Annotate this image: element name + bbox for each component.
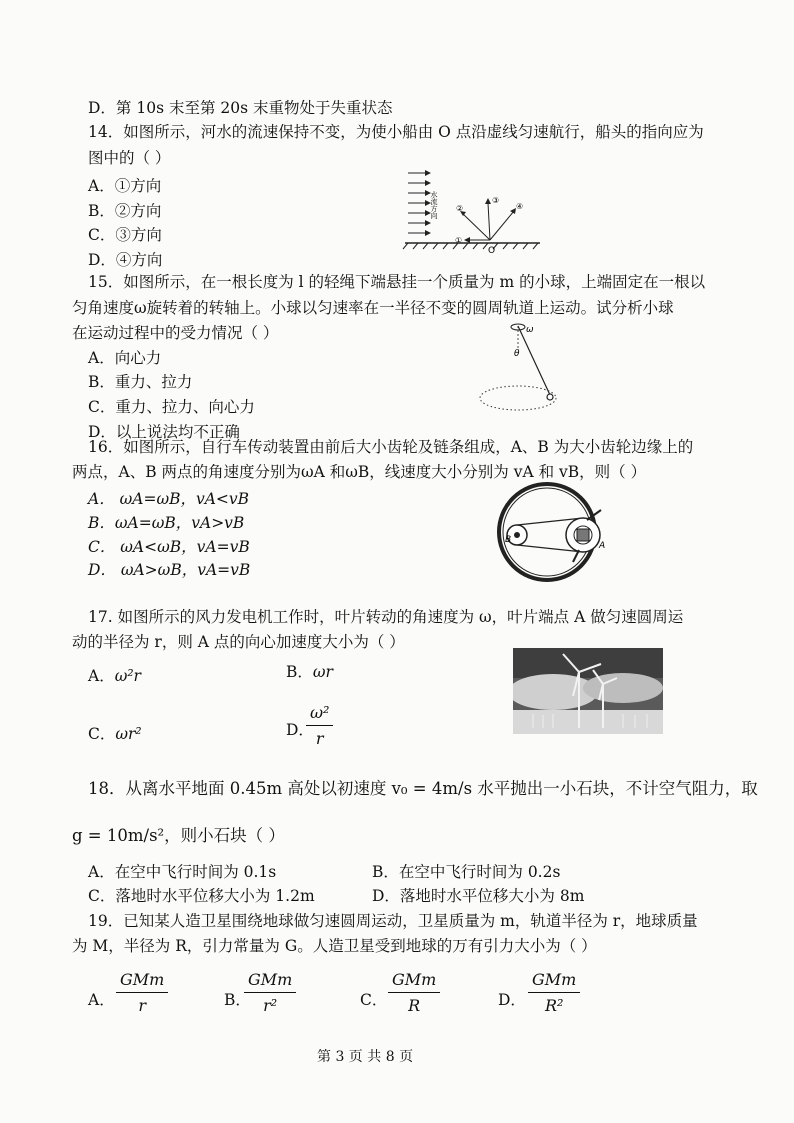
q14-origin-label: O	[488, 246, 496, 255]
q16-option-b: B．ωA=ωB，vA>vB	[88, 514, 245, 532]
q18-option-a: A．在空中飞行时间为 0.1s	[88, 863, 277, 881]
q19-option-c-den: R	[408, 996, 421, 1015]
q19-option-b-num: GMm	[244, 970, 296, 993]
q17-wind-turbine-photo	[513, 648, 663, 734]
q14-label-4: ④	[516, 202, 524, 211]
q15-option-a: A．向心力	[88, 349, 162, 367]
q15-omega-label: ω	[526, 325, 534, 335]
q13-option-d: D．第 10s 末至第 20s 末重物处于失重状态	[88, 99, 393, 117]
q19-option-d-fraction	[528, 970, 580, 1015]
q16-option-a: A． ωA=ωB，vA<vB	[88, 490, 250, 508]
q14-label-1: ①	[455, 236, 463, 245]
q17-option-d-den: r	[315, 729, 324, 748]
q16-option-d: D． ωA>ωB，vA=vB	[88, 561, 251, 579]
q17-option-c-expr: ωr²	[115, 725, 142, 743]
q14-river-figure	[400, 165, 545, 255]
q17-option-a-expr: ω²r	[114, 667, 141, 685]
q14-option-b: B．②方向	[88, 202, 162, 220]
q17-option-d-num: ω²	[306, 703, 333, 726]
q19-option-a-den: r	[138, 996, 146, 1015]
q18-stem-line2: g = 10m/s²，则小石块（ ）	[72, 826, 285, 845]
q15-option-d: D．以上说法均不正确	[88, 423, 240, 441]
q15-stem-line1: 15．如图所示，在一根长度为 l 的轻绳下端悬挂一个质量为 m 的小球，上端固定在一根以	[88, 273, 706, 291]
q17-option-d-label: D．	[286, 721, 314, 739]
q19-option-a-fraction	[116, 970, 168, 1015]
q14-option-a: A．①方向	[88, 177, 162, 195]
q19-option-d-num: GMm	[528, 970, 580, 993]
q18-stem-line1: 18．从离水平地面 0.45m 高处以初速度 v₀ = 4m/s 水平抛出一小石块，不计空气阻力，取	[88, 779, 758, 798]
q18-option-d: D．落地时水平位移大小为 8m	[372, 887, 585, 905]
q19-stem-line1: 19．已知某人造卫星围绕地球做匀速圆周运动，卫星质量为 m，轨道半径为 r，地球质量	[88, 912, 698, 930]
q17-option-a: A．ω²r	[88, 667, 141, 685]
q14-stem-line1: 14．如图所示，河水的流速保持不变，为使小船由 O 点沿虚线匀速航行，船头的指向应为	[88, 123, 704, 141]
q17-stem-line1: 17. 如图所示的风力发电机工作时，叶片转动的角速度为 ω，叶片端点 A 做匀速圆周运	[88, 608, 684, 626]
q15-conical-pendulum-figure	[470, 318, 570, 418]
q15-theta-label: θ	[514, 349, 520, 359]
q18-option-b: B．在空中飞行时间为 0.2s	[372, 863, 561, 881]
q19-option-a-num: GMm	[116, 970, 168, 993]
q19-option-a-label: A．	[88, 991, 115, 1009]
q19-option-d-label: D．	[498, 991, 526, 1009]
page-footer: 第 3 页 共 8 页	[317, 1049, 414, 1065]
q14-label-3: ③	[492, 196, 500, 205]
q19-option-b-fraction	[244, 970, 296, 1015]
q14-stem-line2: 图中的（ ）	[88, 149, 171, 167]
q16-option-c: C． ωA<ωB，vA=vB	[88, 538, 250, 556]
q16-point-a-label: A	[599, 541, 606, 551]
q19-option-b-den: r²	[263, 996, 278, 1015]
q16-stem-line1: 16．如图所示，自行车传动装置由前后大小齿轮及链条组成，A、B 为大小齿轮边缘上的	[88, 438, 694, 456]
q19-option-c-num: GMm	[388, 970, 440, 993]
q15-stem-line3: 在运动过程中的受力情况（ ）	[72, 324, 279, 342]
q19-option-b-label: B．	[224, 991, 251, 1009]
q15-option-c: C．重力、拉力、向心力	[88, 398, 255, 416]
q17-option-c: C．ωr²	[88, 725, 142, 743]
q14-option-c: C．③方向	[88, 226, 162, 244]
q15-stem-line2: 匀角速度ω旋转着的转轴上。小球以匀速率在一半径不变的圆周轨道上运动。试分析小球	[72, 299, 674, 317]
q19-stem-line2: 为 M，半径为 R，引力常量为 G。人造卫星受到地球的万有引力大小为（ ）	[72, 937, 597, 955]
q15-option-b: B．重力、拉力	[88, 373, 193, 391]
q19-option-c-fraction	[388, 970, 440, 1015]
q19-option-d-den: R²	[544, 996, 564, 1015]
q19-option-c-label: C．	[360, 991, 388, 1009]
q14-label-2: ②	[456, 204, 464, 213]
q17-option-b: B．ωr	[286, 663, 333, 681]
q17-stem-line2: 动的半径为 r，则 A 点的向心加速度大小为（ ）	[72, 633, 405, 651]
q16-bicycle-gear-figure	[475, 480, 620, 585]
q16-point-b-label: B	[505, 535, 512, 545]
q14-water-label: 水流方向	[430, 191, 438, 219]
q17-option-b-expr: ωr	[312, 663, 333, 681]
q14-option-d: D．④方向	[88, 251, 163, 269]
q17-option-d-fraction	[306, 703, 333, 748]
q16-stem-line2: 两点，A、B 两点的角速度分别为ωA 和ωB，线速度大小分别为 vA 和 vB，则（ ）	[72, 463, 647, 481]
q18-option-c: C．落地时水平位移大小为 1.2m	[88, 887, 315, 905]
